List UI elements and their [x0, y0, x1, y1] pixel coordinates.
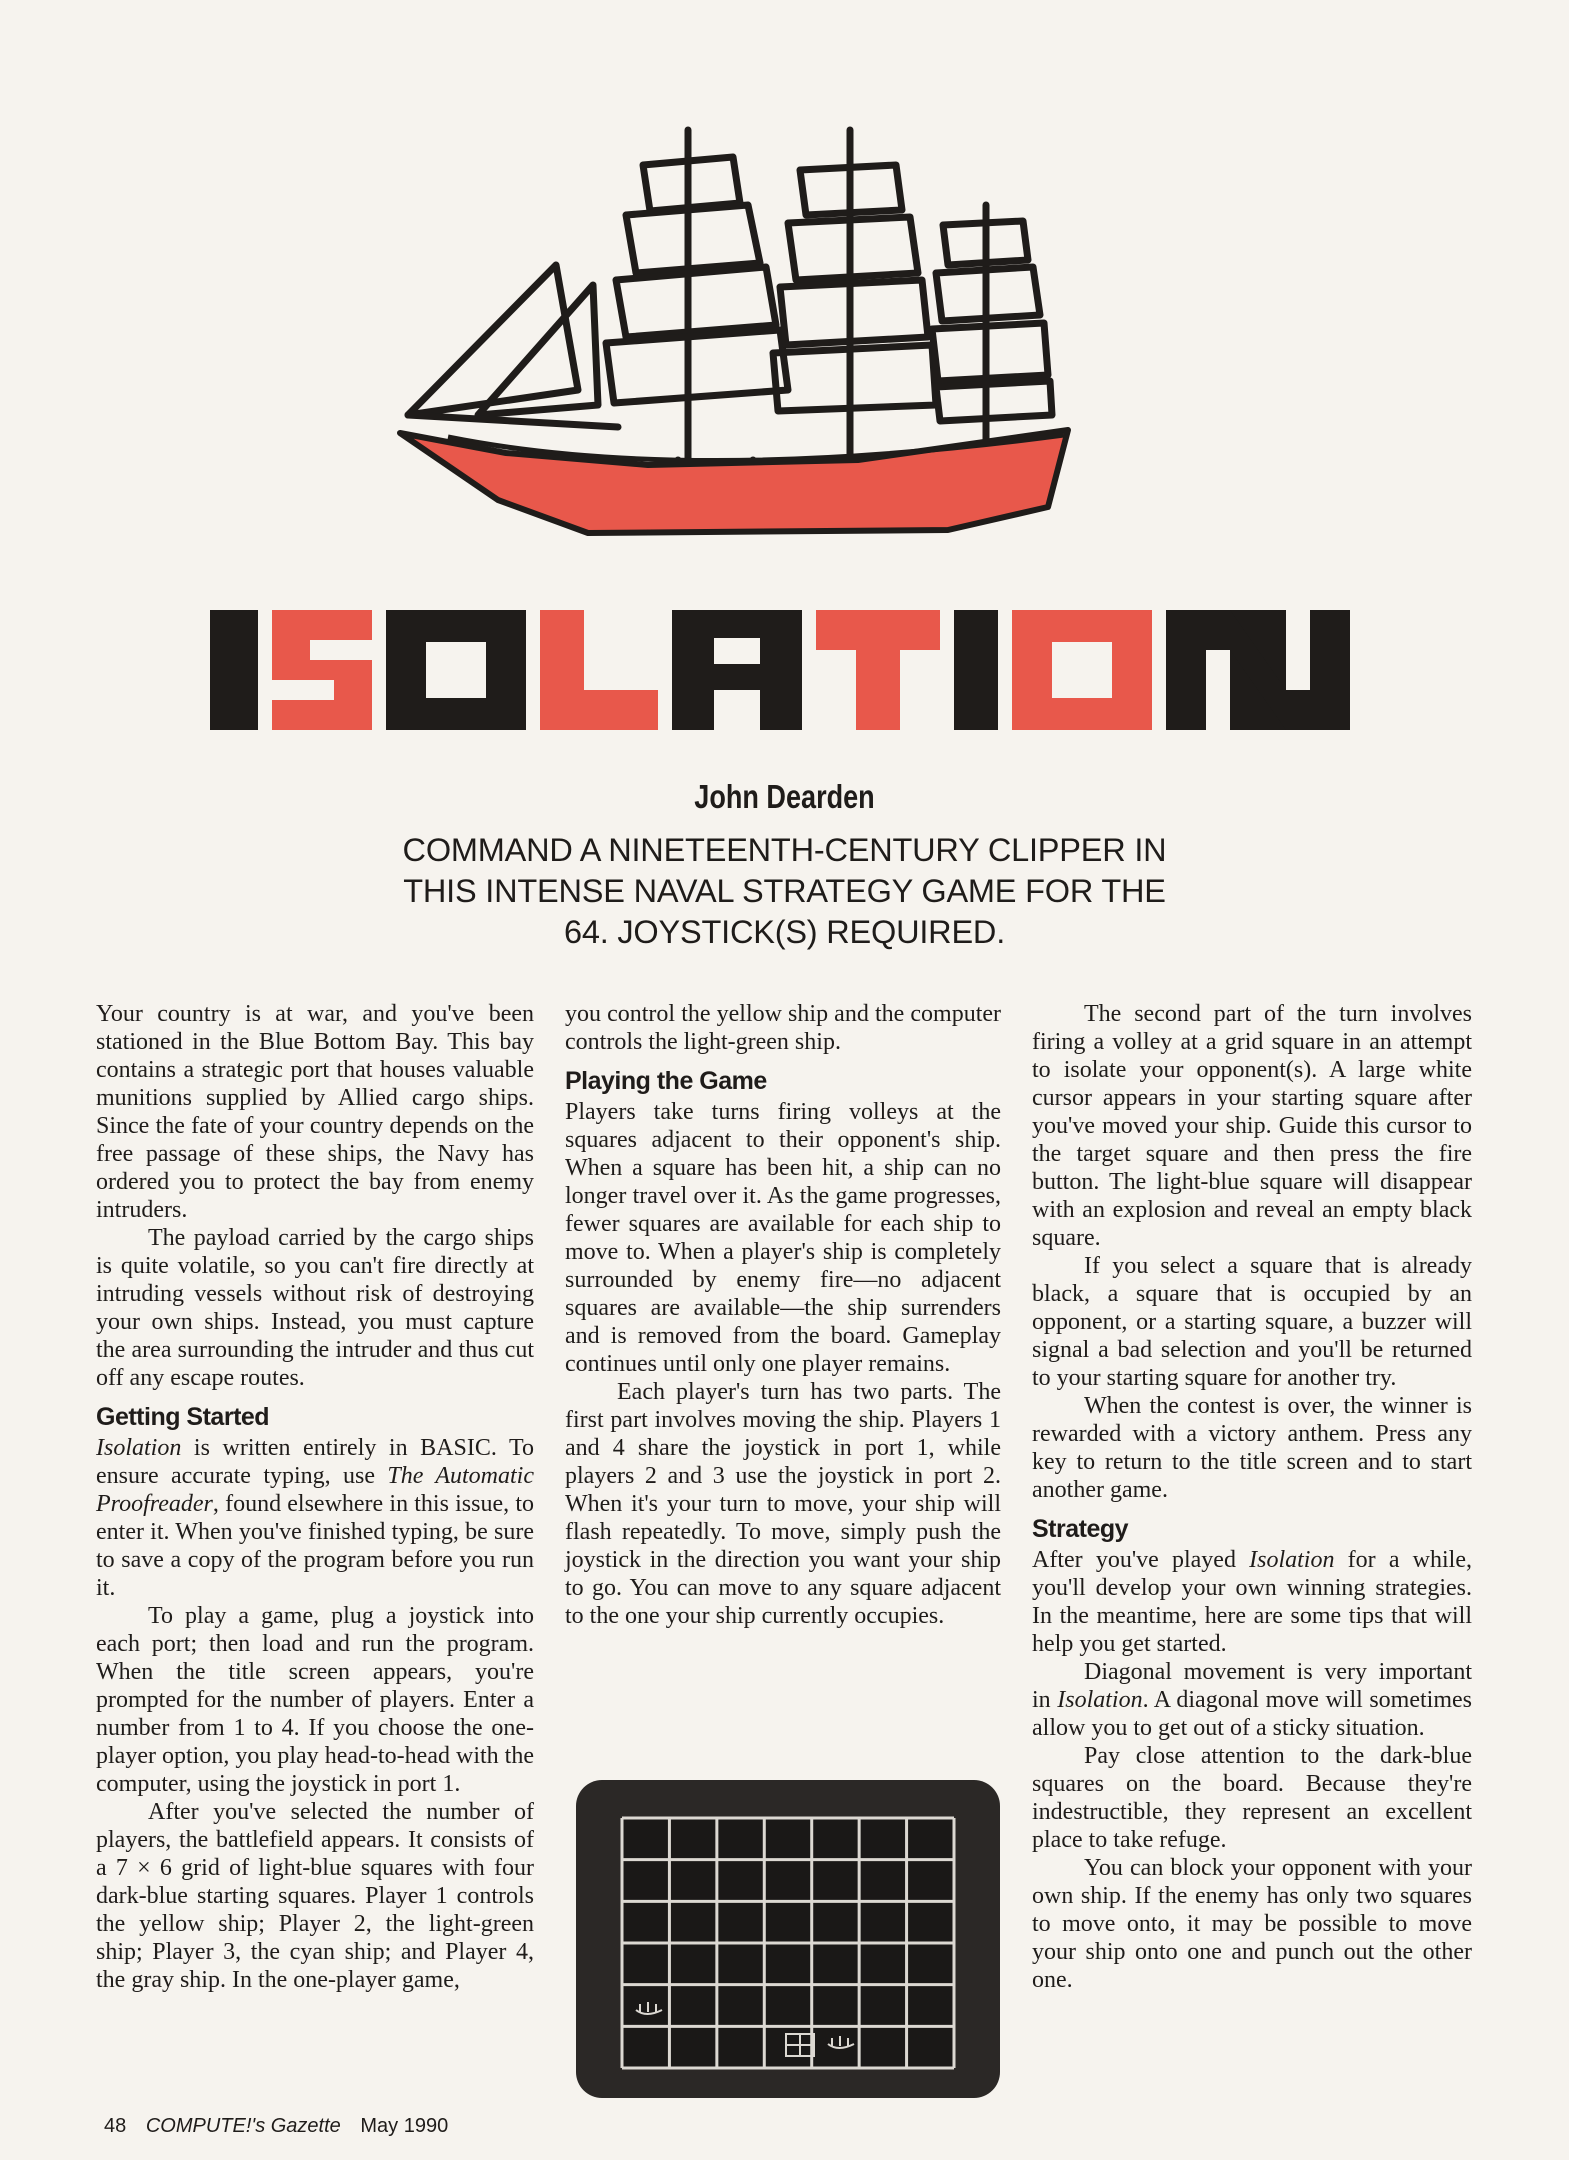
title-text: ISOLATION	[210, 729, 216, 730]
proofreader-ref: The Automatic Proofreader	[96, 1463, 534, 1517]
paragraph: Players take turns firing volleys at the squares adjacent to their opponent's ship. When a square has been hit, a ship can no longer travel over it. As the game progresses, fewer squares are available for each ship to move to. When a player's ship is completely surrounded by enemy fire—no adjacent squares are available—the ship surrenders and is removed from the board. Gameplay continues until only one player remains.	[565, 1099, 1001, 1377]
text-column-3	[1032, 1000, 1472, 1994]
page-footer	[104, 2115, 462, 2138]
page-number: 48	[104, 2115, 127, 2137]
text-run: is written entirely in BASIC. To ensure accurate typing, use	[96, 1435, 534, 1489]
article-deck: COMMAND A NINETEENTH-CENTURY CLIPPER IN THIS INTENSE NAVAL STRATEGY GAME FOR THE 64. JOYSTICK(S) REQUIRED.	[402, 832, 1167, 950]
paragraph: After you've selected the number of players, the battlefield appears. It consists of a 7 × 6 grid of light-blue squares with four dark-blue starting squares. Player 1 controls the yellow ship; Player 2, the light-green ship; Player 3, the cyan ship; and Player 4, the gray ship. In the one-player game,	[96, 1799, 534, 1993]
paragraph	[1032, 1546, 1472, 1658]
paragraph: You can block your opponent with your own ship. If the enemy has only two squares to move onto, it may be possible to move your ship onto one and punch out the other one.	[1032, 1855, 1472, 1993]
text-run: , found elsewhere in this issue, to enter it. When you've finished typing, be sure to save a copy of the program before you run it.	[96, 1491, 534, 1601]
text-column-2	[565, 1000, 1001, 1630]
paragraph: The payload carried by the cargo ships is quite volatile, so you can't fire directly at intruding vessels without risk of destroying your own ships. Instead, you must capture the area surrounding the intruder and thus cut off any escape routes.	[96, 1225, 534, 1391]
game-title-ref: Isolation	[1057, 1687, 1143, 1713]
paragraph: When the contest is over, the winner is rewarded with a victory anthem. Press any key to return to the title screen and to start another game.	[1032, 1393, 1472, 1503]
paragraph: Each player's turn has two parts. The first part involves moving the ship. Players 1 and 4 share the joystick in port 1, while players 2 and 3 use the joystick in port 2. When it's your turn to move, your ship will flash repeatedly. To move, simply push the joystick in the direction you want your ship to go. You can move to any square adjacent to the one your ship currently occupies.	[565, 1379, 1001, 1629]
text-run: . A diagonal move will sometimes allow you to get out of a sticky situation.	[1032, 1687, 1473, 1741]
section-heading: Playing the Game	[565, 1067, 767, 1095]
game-title-ref: Isolation	[96, 1435, 182, 1461]
paragraph: To play a game, plug a joystick into each port; then load and run the program. When the title screen appears, you're prompted for the number of players. Enter a number from 1 to 4. If you choose the one-player option, you play head-to-head with the computer, using the joystick in port 1.	[96, 1603, 534, 1797]
paragraph: Pay close attention to the dark-blue squares on the board. Because they're indestructible, they represent an excellent place to take refuge.	[1032, 1743, 1472, 1853]
magazine-name: COMPUTE!'s Gazette	[145, 2115, 341, 2137]
paragraph: If you select a square that is already black, a square that is occupied by an opponent, or a starting square, a buzzer will signal a bad selection and you'll be returned to your starting square for another try.	[1032, 1253, 1472, 1391]
game-title-ref: Isolation	[1249, 1547, 1335, 1573]
game-board-screenshot	[576, 1780, 1000, 2098]
clipper-ship-illustration	[388, 115, 1088, 545]
text-run: Diagonal movement is very important in	[1032, 1659, 1472, 1713]
text-column-1	[96, 1000, 534, 1994]
paragraph	[1032, 1658, 1472, 1742]
section-heading: Getting Started	[96, 1403, 270, 1431]
text-run: for a while, you'll develop your own winning strategies. In the meantime, here are some tips that will help you get started.	[1032, 1547, 1472, 1657]
paragraph: Your country is at war, and you've been stationed in the Blue Bottom Bay. This bay contains a strategic port that houses valuable munitions supplied by Allied cargo ships. Since the fate of your country depends on the free passage of these ships, the Navy has ordered you to protect the bay from enemy intruders.	[96, 1001, 534, 1223]
paragraph: you control the yellow ship and the computer controls the light-green ship.	[565, 1001, 1001, 1055]
paragraph	[96, 1434, 534, 1602]
author-byline: John Dearden	[694, 778, 875, 815]
paragraph: The second part of the turn involves firing a volley at a grid square in an attempt to isolate your opponent(s). A large white cursor appears in your starting square after you've moved your ship. Guide this cursor to the target square and then press the fire button. The light-blue square will disappear with an explosion and reveal an empty black square.	[1032, 1001, 1472, 1251]
issue-date: May 1990	[360, 2115, 449, 2137]
article-title-logo	[210, 610, 1350, 730]
section-heading: Strategy	[1032, 1515, 1129, 1543]
title-letters	[210, 610, 1350, 730]
text-run: After you've played	[1032, 1547, 1250, 1573]
